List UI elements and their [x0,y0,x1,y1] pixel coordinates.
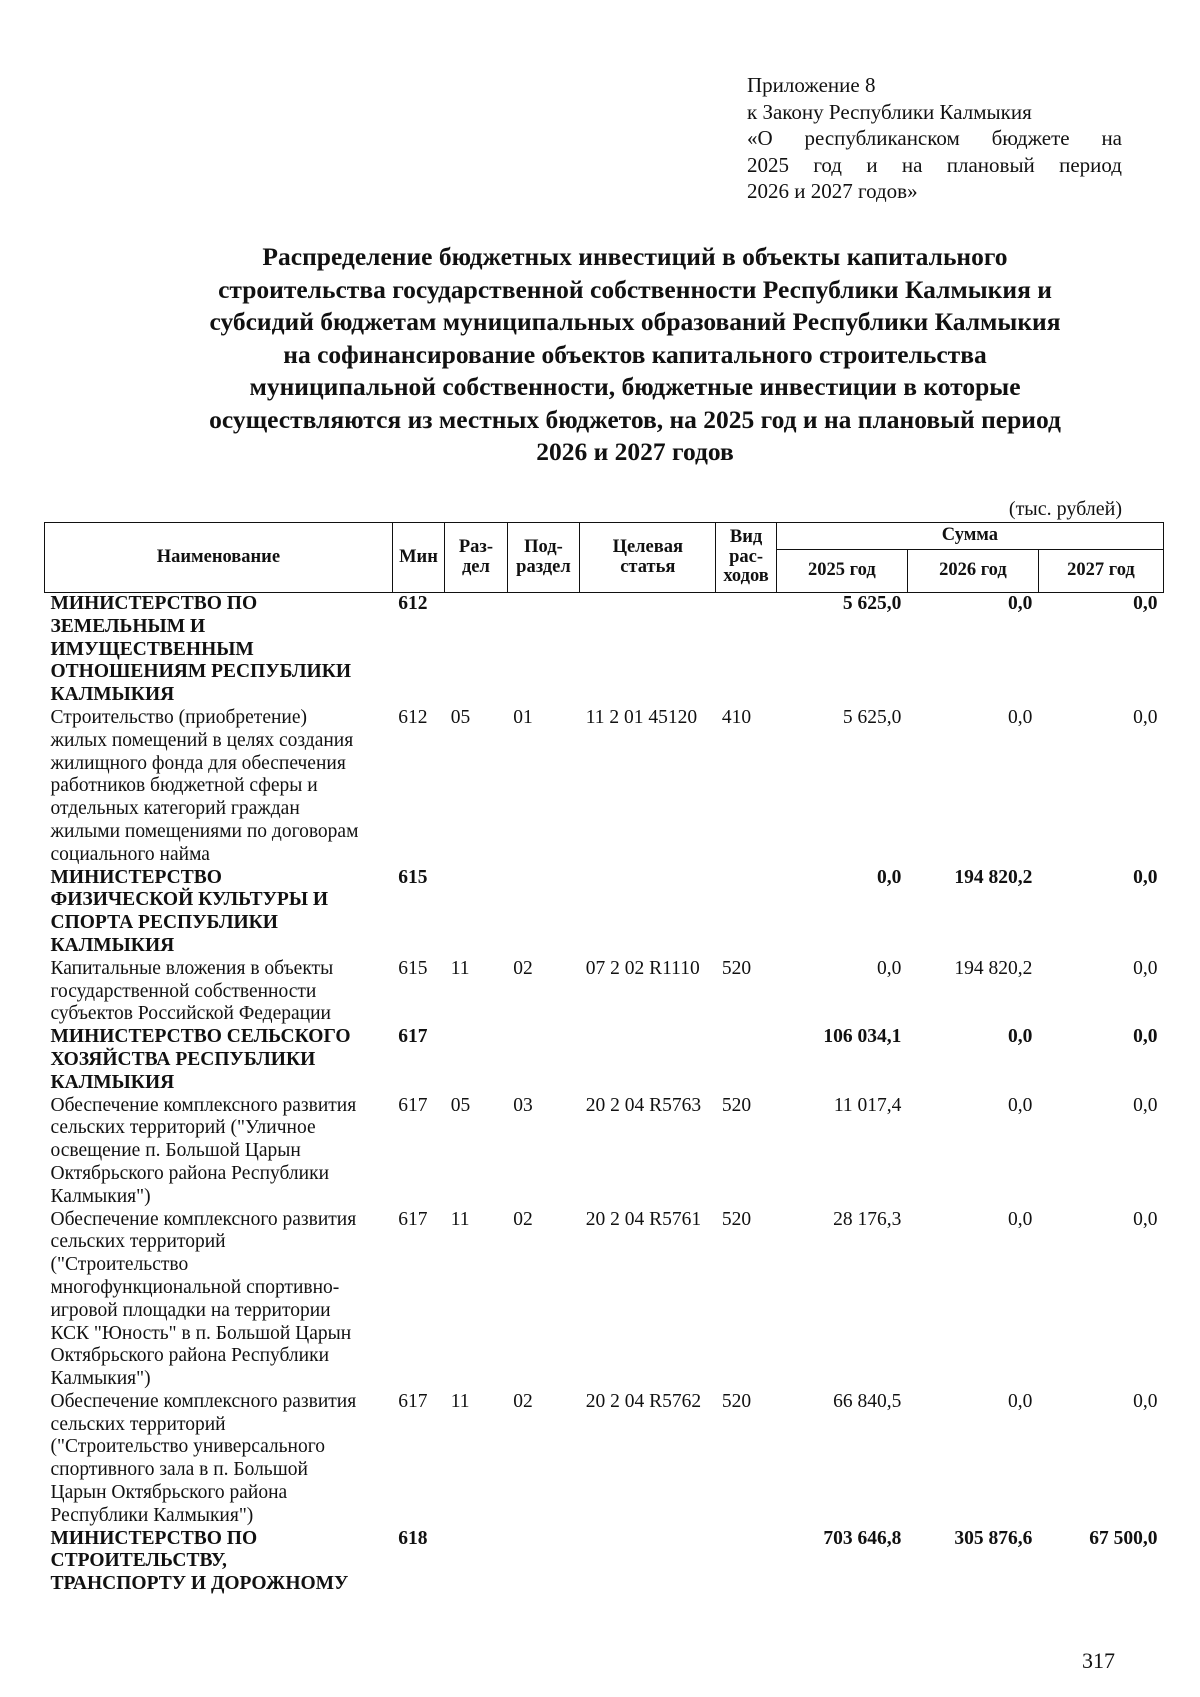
row-name-line: Капитальные вложения в объекты [50,957,334,979]
table-row [45,1209,1164,1391]
sum-2026-cell: 0,0 [1008,1026,1033,1048]
row-name-line: субъектов Российской Федерации [50,1003,331,1025]
title-line: субсидий бюджетам муниципальных образований Республики Калмыкия [209,307,1061,336]
razdel-cell: 05 [450,1094,471,1116]
row-name-line: жилыми помещениями по договорам [50,820,359,842]
row-name-line: отдельных категорий граждан [50,798,300,820]
row-name-line: ("Строительство [50,1254,189,1276]
min-cell: 618 [398,1527,428,1549]
vid-cell [716,867,776,958]
celevaya-cell [580,1528,716,1596]
title-line: на софинансирование объектов капитального строительства [283,339,987,369]
sum-2025-cell: 0,0 [877,957,902,979]
row-name-line: СПОРТА РЕСПУБЛИКИ [50,912,278,934]
appendix-note [747,72,1122,205]
sum-2026-cell: 194 820,2 [954,957,1033,979]
header-vid [716,523,776,593]
sum-2025-cell: 0,0 [877,866,902,888]
row-name-line: МИНИСТЕРСТВО [50,866,222,888]
header-celevaya-part: статья [620,556,676,577]
appendix-line: 2026 и 2027 годов» [747,179,918,203]
min-cell: 617 [398,1208,428,1230]
row-name-cell [45,1391,393,1528]
header-podrazdel [507,523,580,593]
row-name-line: ХОЗЯЙСТВА РЕСПУБЛИКИ [50,1048,316,1070]
podrazdel-cell: 01 [513,706,533,728]
row-name-line: Строительство (приобретение) [50,706,308,728]
sum-2025-cell: 11 017,4 [833,1094,902,1116]
sum-2025-cell: 106 034,1 [823,1026,902,1048]
vid-cell [716,593,776,707]
podrazdel-cell [507,1026,580,1094]
min-cell: 612 [398,593,428,614]
header-razdel-part: дел [461,556,490,577]
row-name-line: многофункциональной спортивно- [50,1276,340,1298]
header-razdel-part: Раз- [458,537,494,557]
row-name-line: ОТНОШЕНИЯМ РЕСПУБЛИКИ [50,661,352,683]
table-row [45,707,1164,867]
podrazdel-cell: 03 [513,1094,533,1116]
row-name-line: Калмыкия") [50,1368,151,1390]
table-row [45,1095,1164,1209]
row-name-line: Обеспечение комплексного развития [50,1094,357,1116]
row-name-line: сельских территорий ("Уличное [50,1117,316,1139]
row-name-line: ("Строительство универсального [50,1436,325,1458]
row-name-line: ФИЗИЧЕСКОЙ КУЛЬТУРЫ И [50,889,329,911]
row-name-cell [45,707,393,867]
appendix-line: 2025 год и на плановый период [747,152,1122,177]
podrazdel-cell [507,1528,580,1596]
celevaya-cell [580,593,716,707]
header-summa: Сумма [776,523,1163,550]
sum-2027-cell: 0,0 [1133,1026,1158,1048]
budget-table [44,522,1164,1596]
header-podrazdel-part: раздел [516,556,571,577]
sum-2026-cell: 0,0 [1008,1208,1033,1230]
podrazdel-cell [507,593,580,707]
table-header [45,523,1164,593]
row-name-line: Калмыкия") [50,1185,151,1207]
row-name-line: МИНИСТЕРСТВО ПО [50,1527,258,1549]
page-number: 317 [1082,1648,1115,1673]
appendix-line: «О республиканском бюджете на [747,126,1122,150]
document-title [60,241,1200,469]
row-name-line: жилищного фонда для обеспечения [50,752,346,774]
sum-2026-cell: 305 876,6 [954,1527,1033,1549]
row-name-line: ИМУЩЕСТВЕННЫМ [50,638,254,660]
title-line: строительства государственной собственности Республики Калмыкия и [218,274,1052,304]
row-name-line: социального найма [50,843,210,865]
vid-cell: 520 [721,1208,752,1230]
celevaya-cell: 20 2 04 R5762 [585,1390,702,1412]
header-vid-part: ходов [723,566,769,587]
vid-cell: 520 [721,1094,752,1116]
sum-2026-cell: 0,0 [1008,706,1033,728]
vid-cell [716,1528,776,1596]
row-name-line: КАЛМЫКИЯ [50,684,175,706]
sum-2027-cell: 0,0 [1133,1390,1158,1412]
sum-2025-cell: 703 646,8 [823,1527,902,1549]
min-cell: 612 [398,706,428,728]
row-name-line: Обеспечение комплексного развития [50,1208,357,1230]
razdel-cell [445,867,508,958]
row-name-line: сельских территорий [50,1413,226,1435]
row-name-line: государственной собственности [50,980,317,1002]
sum-2026-cell: 0,0 [1008,1390,1033,1412]
table-row [45,958,1164,1026]
razdel-cell [445,1026,508,1094]
table-row [45,1391,1164,1528]
row-name-line: Октябрьского района Республики [50,1162,330,1184]
row-name-line: ЗЕМЕЛЬНЫМ И [50,615,206,637]
sum-2025-cell: 66 840,5 [833,1390,902,1412]
celevaya-cell: 11 2 01 45120 [585,706,698,728]
header-2027: 2027 год [1038,550,1163,593]
row-name-line: МИНИСТЕРСТВО ПО [50,593,258,614]
min-cell: 617 [398,1026,428,1048]
sum-2027-cell: 0,0 [1133,1208,1158,1230]
row-name-line: Царын Октябрьского района [50,1482,288,1504]
row-name-cell [45,1209,393,1391]
row-name-cell [45,1528,393,1596]
header-min: Мин [392,523,444,593]
razdel-cell [445,593,508,707]
sum-2027-cell: 0,0 [1133,1094,1158,1116]
row-name-line: игровой площадки на территории [50,1299,331,1321]
sum-2026-cell: 194 820,2 [954,866,1033,888]
podrazdel-cell [507,867,580,958]
table-row [45,1026,1164,1094]
header-celevaya [580,523,716,593]
row-name-line: спортивного зала в п. Большой [50,1459,308,1481]
table-row [45,593,1164,707]
appendix-line: Приложение 8 [747,73,876,97]
razdel-cell: 11 [450,1208,470,1230]
title-line: муниципальной собственности, бюджетные инвестиции в которые [249,372,1021,401]
header-2025: 2025 год [776,550,907,593]
min-cell: 617 [398,1094,428,1116]
sum-2025-cell: 5 625,0 [842,706,902,728]
vid-cell: 410 [721,706,752,728]
table-row [45,1528,1164,1596]
sum-2026-cell: 0,0 [1008,593,1033,614]
header-2026: 2026 год [907,550,1038,593]
row-name-line: КАЛМЫКИЯ [50,1071,175,1093]
title-line: осуществляются из местных бюджетов, на 2025 год и на плановый период [209,404,1061,434]
row-name-line: Обеспечение комплексного развития [50,1390,357,1412]
header-razdel [445,523,508,593]
sum-2025-cell: 5 625,0 [842,593,902,614]
row-name-line: Октябрьского района Республики [50,1345,330,1367]
podrazdel-cell: 02 [513,1208,533,1230]
header-vid-part: рас- [729,546,764,567]
row-name-line: ТРАНСПОРТУ И ДОРОЖНОМУ [50,1573,349,1595]
sum-2027-cell: 0,0 [1133,593,1158,614]
razdel-cell [445,1528,508,1596]
row-name-cell [45,1095,393,1209]
razdel-cell: 11 [450,1390,470,1412]
min-cell: 617 [398,1390,428,1412]
row-name-cell [45,1026,393,1094]
razdel-cell: 05 [450,706,471,728]
row-name-line: жилых помещений в целях создания [50,729,354,751]
razdel-cell: 11 [450,957,470,979]
min-cell: 615 [398,866,428,888]
sum-2027-cell: 0,0 [1133,866,1158,888]
header-celevaya-part: Целевая [612,537,684,557]
min-cell: 615 [398,957,428,979]
podrazdel-cell: 02 [513,1390,533,1412]
vid-cell: 520 [721,1390,752,1412]
table-body [45,593,1164,1597]
row-name-line: работников бюджетной сферы и [50,775,318,797]
header-vid-part: Вид [729,527,763,548]
sum-2027-cell: 0,0 [1133,957,1158,979]
sum-2027-cell: 0,0 [1133,706,1158,728]
header-name: Наименование [45,523,393,593]
celevaya-cell: 20 2 04 R5763 [585,1094,702,1116]
title-line: Распределение бюджетных инвестиций в объекты капитального [262,242,1008,271]
row-name-cell [45,867,393,958]
vid-cell: 520 [721,957,752,979]
row-name-line: Республики Калмыкия") [50,1504,254,1526]
row-name-line: МИНИСТЕРСТВО СЕЛЬСКОГО [50,1026,351,1048]
celevaya-cell: 07 2 02 R1110 [585,957,700,979]
celevaya-cell [580,867,716,958]
celevaya-cell [580,1026,716,1094]
vid-cell [716,1026,776,1094]
row-name-cell [45,958,393,1026]
header-podrazdel-part: Под- [524,537,563,557]
row-name-cell [45,593,393,707]
sum-2026-cell: 0,0 [1008,1094,1033,1116]
sum-2025-cell: 28 176,3 [833,1208,902,1230]
table-row [45,867,1164,958]
title-line: 2026 и 2027 годов [536,437,734,466]
sum-2027-cell: 67 500,0 [1089,1527,1158,1549]
celevaya-cell: 20 2 04 R5761 [585,1208,702,1230]
row-name-line: освещение п. Большой Царын [50,1140,301,1162]
row-name-line: СТРОИТЕЛЬСТВУ, [50,1550,227,1572]
appendix-line: к Закону Республики Калмыкия [747,99,1032,124]
units-label: (тыс. рублей) [1008,498,1122,520]
podrazdel-cell: 02 [513,957,533,979]
row-name-line: КАЛМЫКИЯ [50,934,175,956]
row-name-line: сельских территорий [50,1231,226,1253]
row-name-line: КСК "Юность" в п. Большой Царын [50,1322,352,1344]
